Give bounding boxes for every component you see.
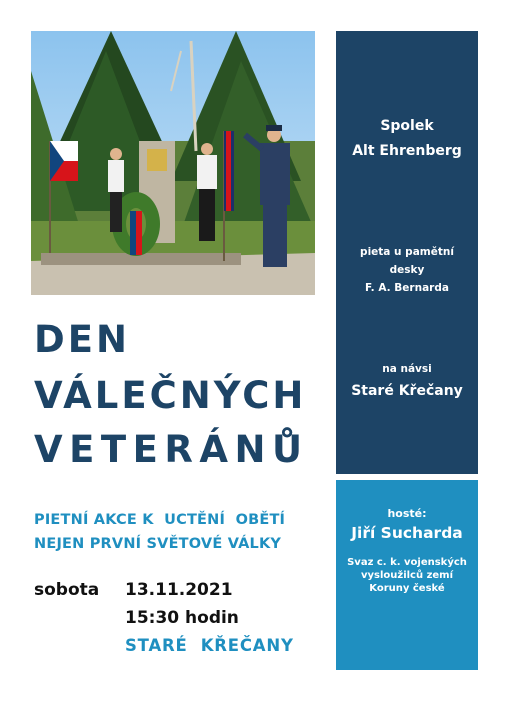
event-time: 15:30 hodin xyxy=(125,608,239,628)
organizer-name xyxy=(336,114,478,164)
title-line-2: VÁLEČNÝCH xyxy=(34,374,307,417)
guests-panel xyxy=(336,480,478,670)
description-line: F. A. Bernarda xyxy=(365,282,449,294)
description-line: pieta u pamětní xyxy=(360,246,454,258)
organizer-line: Spolek xyxy=(380,118,434,134)
event-day: sobota xyxy=(34,580,100,600)
title-line-1: DEN xyxy=(34,318,130,361)
guest-org-line: Koruny české xyxy=(369,583,445,594)
location-name: Staré Křečany xyxy=(351,383,463,399)
subtitle xyxy=(34,508,334,556)
guest-org-line: Svaz c. k. vojenských xyxy=(347,557,467,568)
event-date: 13.11.2021 xyxy=(125,580,233,600)
guest-org-line: vysloužilců zemí xyxy=(360,570,454,581)
organizer-line: Alt Ehrenberg xyxy=(352,143,462,159)
event-place: STARÉ KŘEČANY xyxy=(125,636,294,655)
title-line-3: VETERÁNŮ xyxy=(34,428,309,471)
memorial-photo xyxy=(31,31,315,295)
guest-organization xyxy=(336,556,478,595)
location-label: na návsi xyxy=(382,363,432,375)
event-description xyxy=(336,243,478,297)
guests-label: hosté: xyxy=(387,507,427,520)
memorial-photo-image xyxy=(31,31,315,295)
organizer-panel xyxy=(336,31,478,474)
description-line: desky xyxy=(389,264,425,276)
guest-name: Jiří Sucharda xyxy=(351,524,463,542)
subtitle-line: NEJEN PRVNÍ SVĚTOVÉ VÁLKY xyxy=(34,536,282,552)
subtitle-line: PIETNÍ AKCE K UCTĚNÍ OBĚTÍ xyxy=(34,512,286,528)
